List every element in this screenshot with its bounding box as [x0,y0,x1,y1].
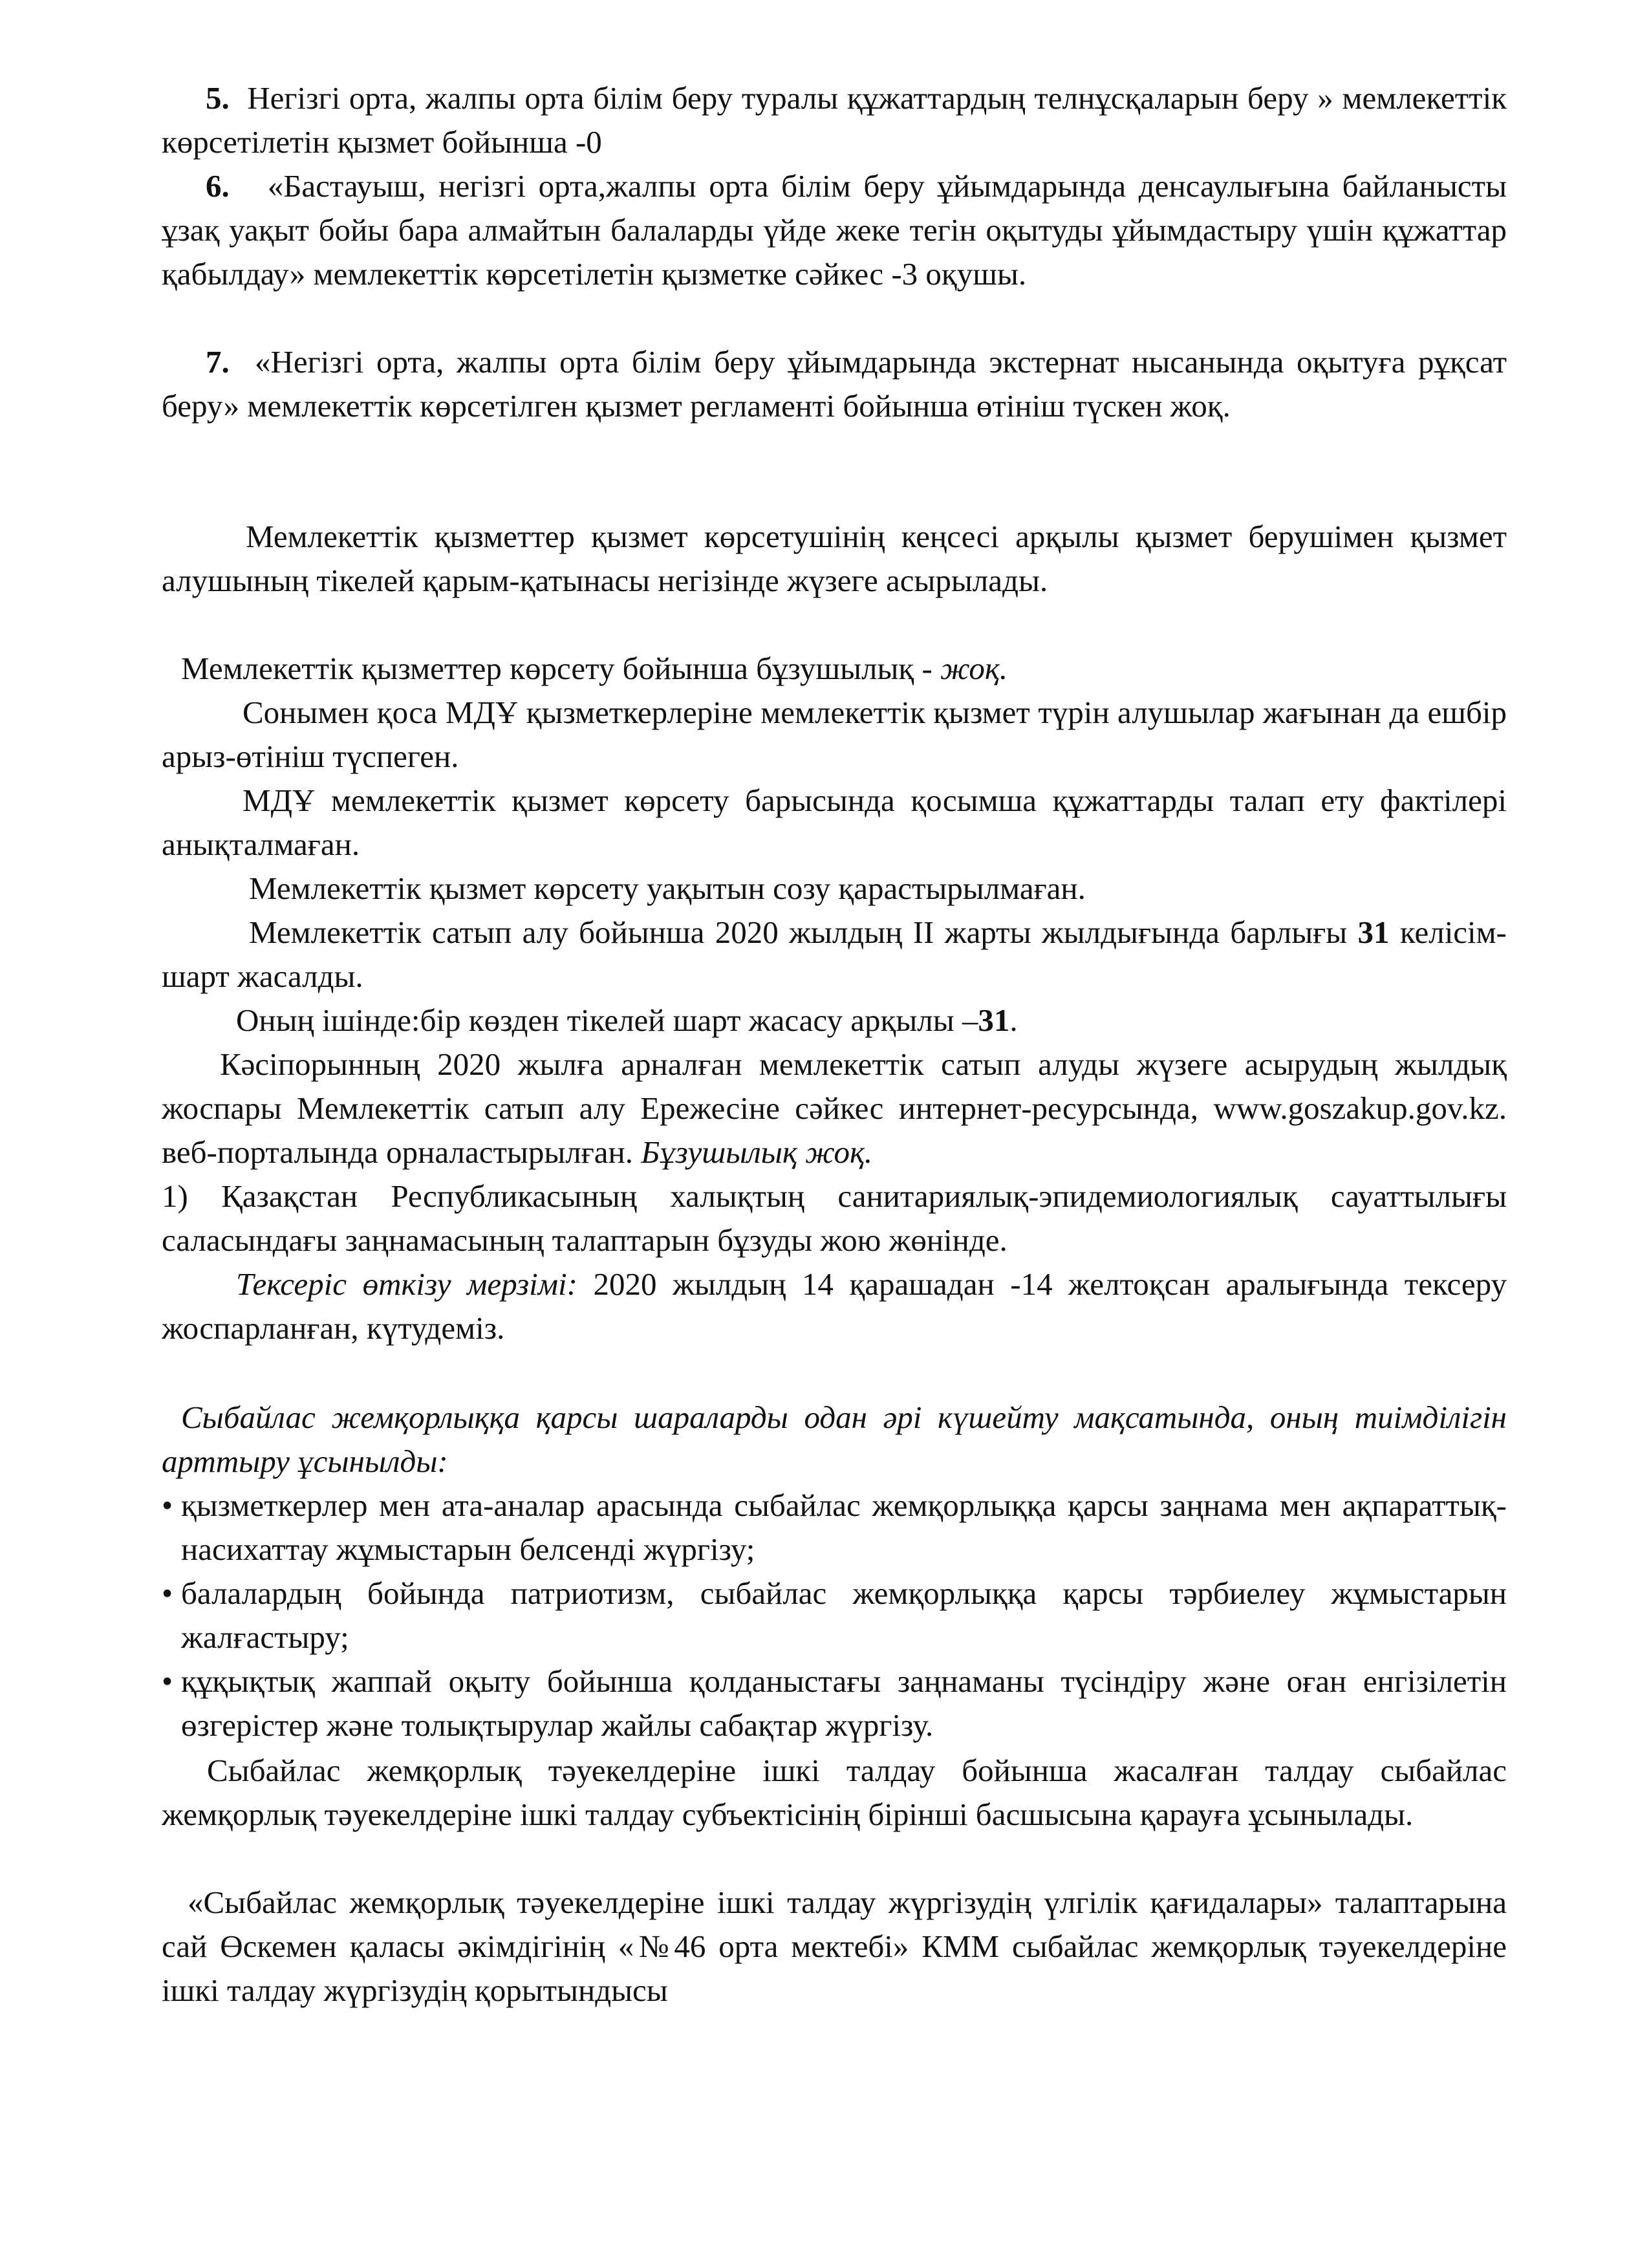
item-number: 6. [206,168,230,204]
single-source-text: Оның ішінде:бір көзден тікелей шарт жасасу арқылы – [236,1002,978,1038]
procurement-text: Мемлекеттік сатып алу бойынша 2020 жылдың II жарты жылдығында барлығы [249,914,1358,950]
paragraph-service-time: Мемлекеттік қызмет көрсету уақытын созу қарастырылмаған. [249,870,1086,906]
bullet-icon [162,1659,181,1703]
bullet-text: балалардың бойында патриотизм, сыбайлас жемқорлыққа қарсы тәрбиелеу жұмыстарын жалғастыру; [181,1575,1507,1655]
paragraph-inspection-period [162,1262,1507,1350]
list-item [162,1659,1507,1747]
item-text: Негізгі орта, жалпы орта білім беру туралы құжаттардың телнұсқаларын беру » мемлекеттік көрсетілетін қызмет бойынша -0 [162,80,1507,160]
violations-text: Мемлекеттік қызметтер көрсету бойынша бұзушылық - [181,651,941,686]
list-item-5 [162,76,1507,164]
inspection-label: Тексеріс өткізу мерзімі: [236,1266,577,1302]
paragraph-violations [162,647,1507,691]
violations-none: жоқ. [940,651,1008,686]
paragraph-complaints: Сонымен қоса МДҰ қызметкерлеріне мемлекеттік қызмет түрін алушылар жағынан да ешбір арыз-өтініш түспеген. [162,695,1507,774]
bullet-text: құқықтық жаппай оқыту бойынша қолданыстағы заңнаманы түсіндіру және оған енгізілетін өзгерістер және толықтырулар жайлы сабақтар жүргізу. [181,1663,1507,1743]
paragraph-sanitary: 1) Қазақстан Республикасының халықтың санитариялық-эпидемиологиялық сауаттылығы саласындағы заңнамасының талаптарын бұзуды жою жөнінде. [162,1178,1507,1258]
paragraph-annual-plan [162,1042,1507,1174]
procurement-count: 31 [1357,914,1390,950]
item-number: 7. [206,344,230,380]
paragraph-single-source [162,999,1507,1042]
bullet-text: қызметкерлер мен ата-аналар арасында сыбайлас жемқорлыққа қарсы заңнама мен ақпараттық-насихаттау жұмыстарын белсенді жүргізу; [181,1487,1507,1567]
annual-plan-text: Кәсіпорынның 2020 жылға арналған мемлекеттік сатып алуды жүзеге асырудың жылдық жоспары Мемлекеттік сатып алу Ережесіне сәйкес интернет-ресурсында, www.goszakup.gov.kz. веб-порталында орналастырылған. [162,1046,1507,1170]
item-text: «Бастауыш, негізгі орта,жалпы орта білім беру ұйымдарында денсаулығына байланысты ұзақ уақыт бойы бара алмайтын балаларды үйде жеке тегін оқытуды ұйымдастыру үшін құжаттар қабылдау» мемлекеттік көрсетілетін қызметке сәйкес -3 оқушы. [162,168,1507,292]
item-number: 5. [206,80,230,116]
paragraph-recommendations-intro: Сыбайлас жемқорлыққа қарсы шараларды одан әрі күшейту мақсатында, оның тиімділігін арттыру ұсынылды: [162,1399,1507,1479]
paragraph-services-office: Мемлекеттік қызметтер қызмет көрсетушінің кеңсесі арқылы қызмет берушімен қызмет алушының тікелей қарым-қатынасы негізінде жүзеге асырылады. [162,519,1507,598]
procurement-text-end: келісім-шарт жасалды. [162,914,1507,994]
paragraph-analysis-review: Сыбайлас жемқорлық тәуекелдеріне ішкі талдау бойынша жасалған талдау сыбайлас жемқорлық тәуекелдеріне ішкі талдау субъектісінің бірінші басшысына қарауға ұсынылады. [162,1753,1507,1832]
list-item [162,1484,1507,1571]
single-source-count: 31 [978,1002,1010,1038]
bullet-icon [162,1484,181,1528]
list-item-7 [162,340,1507,428]
paragraph-procurement [162,911,1507,999]
list-item-6 [162,164,1507,296]
paragraph-extra-docs: МДҰ мемлекеттік қызмет көрсету барысында қосымша құжаттарды талап ету фактілері анықталмаған. [162,783,1507,862]
list-item [162,1571,1507,1659]
inspection-text: 2020 жылдың 14 қарашадан -14 желтоқсан аралығында тексеру жоспарланған, күтудеміз. [162,1266,1507,1346]
single-source-end: . [1009,1002,1018,1038]
item-text: «Негізгі орта, жалпы орта білім беру ұйымдарында экстернат нысанында оқытуға рұқсат беру» мемлекеттік көрсетілген қызмет регламенті бойынша өтініш түскен жоқ. [162,344,1507,424]
annual-plan-no-violation: Бұзушылық жоқ. [641,1134,873,1170]
paragraph-analysis-conclusion: «Сыбайлас жемқорлық тәуекелдеріне ішкі талдау жүргізудің үлгілік қағидалары» талаптарына сай Өскемен қаласы әкімдігінің «№46 орта мектебі» КММ сыбайлас жемқорлық тәуекелдеріне ішкі талдау жүргізудің қорытындысы [162,1885,1507,2008]
bullet-icon [162,1571,181,1615]
